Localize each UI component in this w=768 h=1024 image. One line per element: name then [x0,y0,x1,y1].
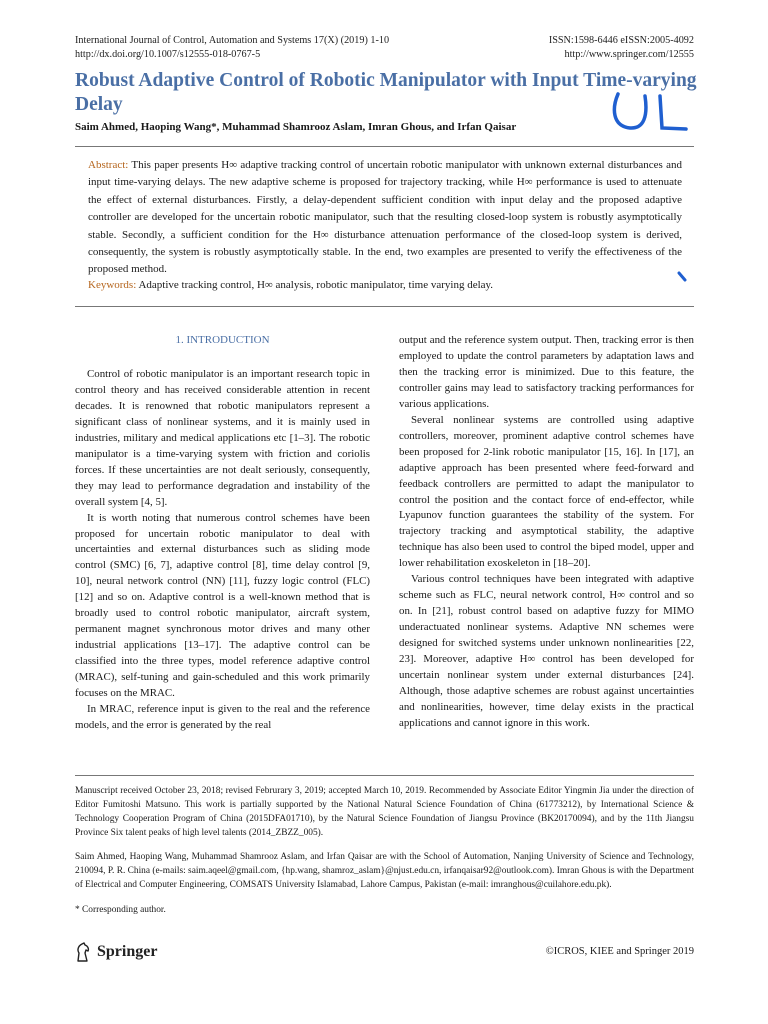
paragraph: In MRAC, reference input is given to the real and the reference models, and the error is generated by the real [75,703,370,731]
paragraph: It is worth noting that numerous control schemes have been proposed for uncertain robotic manipulator to deal with uncertainties and external disturbances such as sliding mode control (SMC) [6, 7], adaptive control [8], time delay control [9, 10], neural network control (NN) [11], fuzzy logic control (FLC) [12] and so on. Adaptive control is a well-known method that is broadly used to control robotic manipulator, aircraft system, permanent magnet synchronous motor drives and many other industrial applications [13–17]. The adaptive control can be classified into the three types, model reference adaptive control (MRAC), self-tuning and gain-scheduled and this work primarily focuses on the MRAC. [75,511,370,700]
manuscript-note: Manuscript received October 23, 2018; revised Februrary 3, 2019; accepted March 10, 2019. Recommended by Associate Editor Yingmin Jia under the direction of Editor Fumitoshi Matsuno. This work is partially supported by the National Natural Science Foundation of China (61773212), by International Science & Technology Cooperation Program of China (2015DFA01710), by the Natural Science Foundation of Jiangsu Province (BK20170094), and by the 11th Jiangsu Province Six talent peaks of high level talents (2014_ZBZZ_005). [75,786,694,838]
divider-top [75,146,694,147]
horse-icon [75,942,91,962]
divider-abstract [75,306,694,307]
corresponding-note: * Corresponding author. [75,905,166,915]
abstract [88,157,682,279]
abstract-text: This paper presents H∞ adaptive tracking control of uncertain robotic manipulator with unknown external disturbances and input time-varying delays. The new adaptive scheme is proposed for trajectory tracking, while H∞ performance is used to attenuate the effect of external disturbances. Firstly, a delay-dependent sufficient condition with input delay and the proposed adaptive controller are developed for the uncertain robotic manipulator, such that the resulting closed-loop system is robustly asymptotically stable. Secondly, a sufficient condition for the H∞ disturbance attenuation performance of the closed-loop system is derived, consequently, the system is robustly asymptotically stable. In the end, two examples are presented to verify the effectiveness of the proposed method. [88,159,682,276]
running-header-left [75,34,389,62]
paragraph: Various control techniques have been integrated with adaptive scheme such as FLC, neural network control, H∞ control and so on. In [21], robust control based on adaptive fuzzy for MIMO underactuated nonlinear systems. Adaptive NN schemes were designed for switched systems under unknown nonlinearities [22, 23]. Moreover, adaptive H∞ control has been developed for uncertain nonlinear system under external disturbances [24]. Although, those adaptive schemes are robust against uncertainties and nonlinearities, however, time delay exists in the practical applications and cannot ignore in this work. [399,573,694,729]
publisher-logo [75,942,157,962]
running-header-right [549,34,694,62]
divider-footnotes [75,775,694,776]
section-heading: 1. INTRODUCTION [175,334,270,346]
keywords-text: Adaptive tracking control, H∞ analysis, robotic manipulator, time varying delay. [138,279,494,291]
doi-link[interactable]: http://dx.doi.org/10.1007/s12555-018-0767-5 [75,49,261,60]
paragraph: Several nonlinear systems are controlled using adaptive controllers, moreover, prominent adaptive control schemes have been proposed for 2-link robotic manipulator [15, 16]. In [17], an adaptive approach has been presented where feed-forward and feedback controllers are permitted to adapt the manipulator to control the position and the contact force of end-effector, while Lyapunov function guarantees the stability of the system. For trajectory tracking and asymptotical stability, the adaptive technique has also been used to control the biped model, upper and lower rehabilitation exoskeleton in [18–20]. [399,413,694,570]
paper-title: Robust Adaptive Control of Robotic Manipulator with Input Time-varying Delay [75,70,697,115]
journal-url[interactable]: http://www.springer.com/12555 [564,49,694,60]
paragraph: Control of robotic manipulator is an important research topic in control theory and has received considerable attention in recent decades. It is renowned that robotic manipulators represent a significant class of nonlinear systems, and it is mainly used in industries, military and medical applications etc [1–3]. The robotic manipulator is a time-varying system with friction and coriolis forces. If these uncertainties are not dealt seriously, consequently, they may lead to performance degradation and instability of the overall system [4, 5]. [75,368,370,508]
publisher-name: Springer [97,943,158,960]
keywords [88,279,682,291]
keywords-label: Keywords: [88,279,137,291]
right-column [399,333,694,732]
abstract-label: Abstract: [88,159,129,171]
issn: ISSN:1598-6446 eISSN:2005-4092 [548,35,694,46]
author-list: Saim Ahmed, Haoping Wang*, Muhammad Shamrooz Aslam, Imran Ghous, and Irfan Qaisar [75,121,517,133]
handwritten-annotation [600,88,690,143]
journal-citation: International Journal of Control, Automation and Systems 17(X) (2019) 1-10 [75,35,390,46]
copyright: ©ICROS, KIEE and Springer 2019 [545,946,694,957]
paragraph: output and the reference system output. Then, tracking error is then employed to update the control parameters by adaptation laws and then the tracking error is minimized. Due to this feature, the controller gains may lead to satisfactory tracking performances for various applications. [399,334,694,410]
left-column [75,333,370,734]
affiliation-note: Saim Ahmed, Haoping Wang, Muhammad Shamrooz Aslam, and Irfan Qaisar are with the School of Automation, Nanjing University of Science and Technology, 210094, P. R. China (e-mails: saim.aqeel@gmail.com, {hp.wang, shamroz_aslam}@njust.edu.cn, irfanqaisar92@outlook.com). Imran Ghous is with the Department of Electrical and Computer Engineering, COMSATS University Islamabad, Lahore Campus, Pakistan (e-mail: imranghous@cuilahore.edu.pk). [75,852,694,890]
